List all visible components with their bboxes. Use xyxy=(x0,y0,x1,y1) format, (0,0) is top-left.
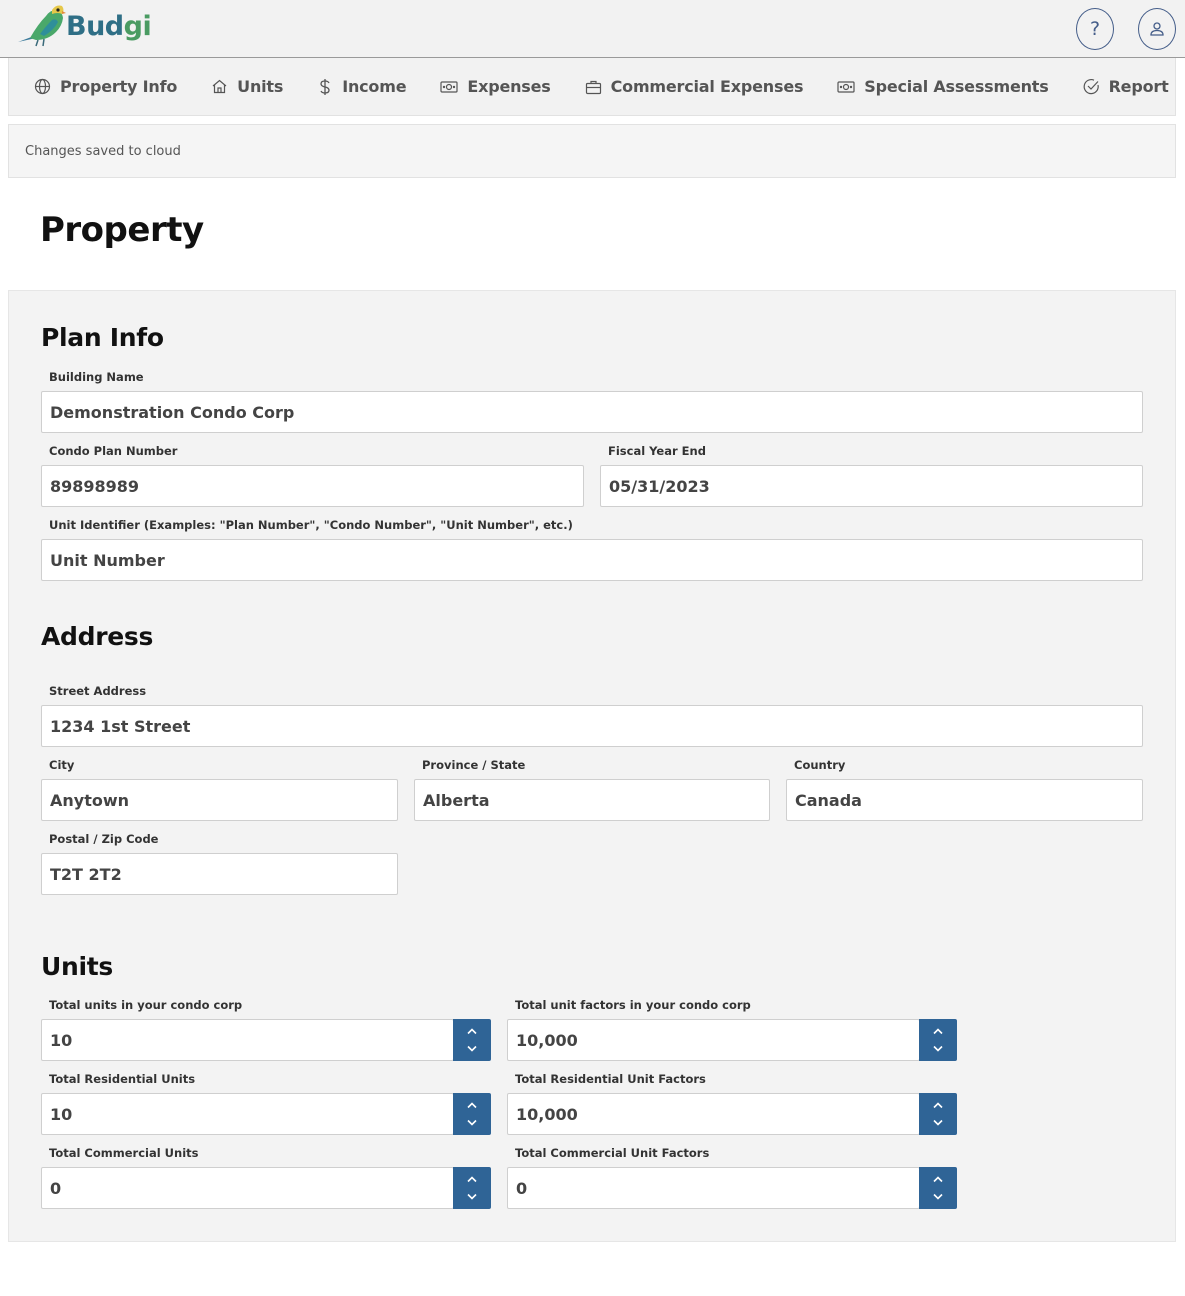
country-label: Country xyxy=(794,758,846,772)
nav-expenses[interactable]: Expenses xyxy=(440,77,550,96)
province-input[interactable] xyxy=(414,779,770,821)
total-units-stepper[interactable] xyxy=(453,1019,491,1061)
cash-icon xyxy=(440,80,458,94)
budgie-bird-icon xyxy=(16,2,66,48)
top-bar xyxy=(0,0,1185,58)
nav-report[interactable]: Report xyxy=(1083,77,1169,96)
dollar-icon xyxy=(317,78,333,96)
user-account-button[interactable] xyxy=(1138,8,1176,50)
postal-code-input[interactable] xyxy=(41,853,398,895)
chevron-up-icon[interactable] xyxy=(466,1027,478,1035)
help-button[interactable] xyxy=(1076,8,1114,50)
residential-units-stepper[interactable] xyxy=(453,1093,491,1135)
units-heading: Units xyxy=(41,952,113,981)
residential-unit-factors-stepper[interactable] xyxy=(919,1093,957,1135)
building-name-input[interactable] xyxy=(41,391,1143,433)
globe-icon xyxy=(34,78,51,95)
address-heading: Address xyxy=(41,622,154,651)
commercial-unit-factors-input[interactable] xyxy=(507,1167,920,1209)
commercial-units-input[interactable] xyxy=(41,1167,454,1209)
commercial-units-stepper[interactable] xyxy=(453,1167,491,1209)
plan-info-heading: Plan Info xyxy=(41,323,164,352)
question-icon: ? xyxy=(1089,18,1101,40)
unit-identifier-label: Unit Identifier (Examples: "Plan Number", "Condo Number", "Unit Number", etc.) xyxy=(49,518,573,532)
unit-identifier-input[interactable] xyxy=(41,539,1143,581)
page-title: Property xyxy=(40,210,204,250)
postal-code-label: Postal / Zip Code xyxy=(49,832,159,846)
home-icon xyxy=(211,78,228,95)
nav-special-assessments[interactable]: Special Assessments xyxy=(837,77,1048,96)
nav-property-info[interactable]: Property Info xyxy=(34,77,177,96)
condo-plan-number-label: Condo Plan Number xyxy=(49,444,178,458)
residential-units-label: Total Residential Units xyxy=(49,1072,196,1086)
fiscal-year-end-input[interactable] xyxy=(600,465,1143,507)
nav-units[interactable]: Units xyxy=(211,77,283,96)
commercial-units-label: Total Commercial Units xyxy=(49,1146,199,1160)
fiscal-year-end-label: Fiscal Year End xyxy=(608,444,706,458)
chevron-down-icon[interactable] xyxy=(932,1193,944,1201)
residential-units-input[interactable] xyxy=(41,1093,454,1135)
nav-commercial-expenses[interactable]: Commercial Expenses xyxy=(585,77,804,96)
city-label: City xyxy=(49,758,75,772)
chevron-down-icon[interactable] xyxy=(466,1119,478,1127)
chevron-up-icon[interactable] xyxy=(932,1175,944,1183)
residential-unit-factors-input[interactable] xyxy=(507,1093,920,1135)
commercial-unit-factors-label: Total Commercial Unit Factors xyxy=(515,1146,710,1160)
app-logo[interactable] xyxy=(16,2,151,48)
commercial-unit-factors-stepper[interactable] xyxy=(919,1167,957,1209)
total-units-label: Total units in your condo corp xyxy=(49,998,243,1012)
total-unit-factors-input[interactable] xyxy=(507,1019,920,1061)
condo-plan-number-input[interactable] xyxy=(41,465,584,507)
total-units-input[interactable] xyxy=(41,1019,454,1061)
total-unit-factors-label: Total unit factors in your condo corp xyxy=(515,998,751,1012)
user-icon xyxy=(1149,21,1165,37)
country-input[interactable] xyxy=(786,779,1143,821)
chevron-up-icon[interactable] xyxy=(466,1101,478,1109)
residential-unit-factors-label: Total Residential Unit Factors xyxy=(515,1072,706,1086)
province-label: Province / State xyxy=(422,758,526,772)
chevron-up-icon[interactable] xyxy=(466,1175,478,1183)
chevron-up-icon[interactable] xyxy=(932,1027,944,1035)
chevron-down-icon[interactable] xyxy=(466,1193,478,1201)
street-address-label: Street Address xyxy=(49,684,147,698)
street-address-input[interactable] xyxy=(41,705,1143,747)
save-status-text: Changes saved to cloud xyxy=(25,143,181,159)
chevron-down-icon[interactable] xyxy=(466,1045,478,1053)
chevron-up-icon[interactable] xyxy=(932,1101,944,1109)
check-circle-icon xyxy=(1083,78,1100,95)
chevron-down-icon[interactable] xyxy=(932,1119,944,1127)
save-status-bar xyxy=(8,124,1176,178)
main-nav xyxy=(8,58,1176,116)
briefcase-icon xyxy=(585,79,602,95)
total-unit-factors-stepper[interactable] xyxy=(919,1019,957,1061)
cash-icon xyxy=(837,80,855,94)
building-name-label: Building Name xyxy=(49,370,144,384)
app-name: Budgi xyxy=(66,10,152,42)
chevron-down-icon[interactable] xyxy=(932,1045,944,1053)
city-input[interactable] xyxy=(41,779,398,821)
nav-income[interactable]: Income xyxy=(317,77,406,96)
